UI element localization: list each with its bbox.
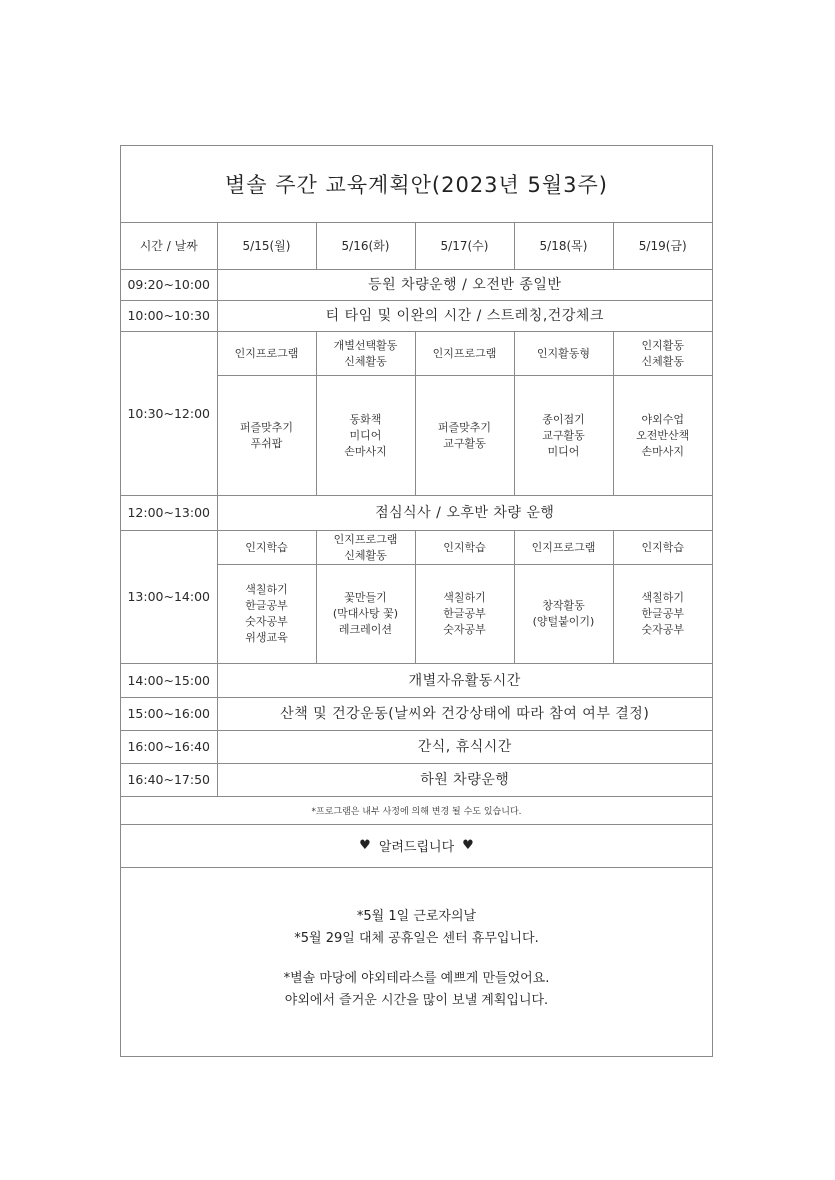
page-title: 별솔 주간 교육계획안(2023년 5월3주) [224, 173, 608, 197]
activity-detail-cell: 색칠하기 한글공부 숫자공부 [415, 565, 514, 664]
notice-body [121, 906, 712, 1012]
activity-detail-cell: 동화책 미디어 손마사지 [316, 376, 415, 496]
table-row [121, 698, 712, 731]
notice-line: *별솔 마당에 야외테라스를 예쁘게 만들었어요. [283, 971, 550, 986]
notice-heading [121, 824, 712, 868]
time-cell: 14:00~15:00 [121, 664, 217, 698]
program-type-cell: 개별선택활동 신체활동 [316, 332, 415, 376]
activity-detail-cell: 퍼즐맞추기 푸쉬팝 [217, 376, 316, 496]
table-row [121, 764, 712, 797]
program-type-cell: 인지프로그램 [415, 332, 514, 376]
time-cell: 09:20~10:00 [121, 270, 217, 301]
time-date-header: 시간 / 날짜 [121, 223, 217, 270]
notice-heading-text: 알려드립니다 [378, 840, 455, 855]
activity-cell: 간식, 휴식시간 [217, 731, 712, 764]
program-type-cell: 인지프로그램 [514, 531, 613, 565]
activity-detail-cell: 야외수업 오전반산책 손마사지 [613, 376, 712, 496]
table-row [121, 301, 712, 332]
table-row [121, 731, 712, 764]
table-row [121, 531, 712, 565]
time-cell: 12:00~13:00 [121, 496, 217, 531]
heart-icon: ♥ [462, 838, 474, 853]
table-row [121, 664, 712, 698]
day-header-tue: 5/16(화) [316, 223, 415, 270]
activity-cell: 개별자유활동시간 [217, 664, 712, 698]
program-type-cell: 인지프로그램 신체활동 [316, 531, 415, 565]
activity-cell: 등원 차량운행 / 오전반 종일반 [217, 270, 712, 301]
weekly-plan-sheet [120, 145, 713, 1057]
notice-line: *5월 29일 대체 공휴일은 센터 휴무입니다. [294, 931, 539, 946]
time-cell: 16:00~16:40 [121, 731, 217, 764]
time-cell: 10:00~10:30 [121, 301, 217, 332]
activity-detail-cell: 색칠하기 한글공부 숫자공부 [613, 565, 712, 664]
time-cell: 15:00~16:00 [121, 698, 217, 731]
table-row [121, 332, 712, 376]
time-cell: 16:40~17:50 [121, 764, 217, 797]
day-header-mon: 5/15(월) [217, 223, 316, 270]
program-type-cell: 인지학습 [613, 531, 712, 565]
table-row [121, 270, 712, 301]
program-type-cell: 인지학습 [217, 531, 316, 565]
time-cell: 13:00~14:00 [121, 531, 217, 664]
day-header-wed: 5/17(수) [415, 223, 514, 270]
program-type-cell: 인지프로그램 [217, 332, 316, 376]
activity-cell: 산책 및 건강운동(날씨와 건강상태에 따라 참여 여부 결정) [217, 698, 712, 731]
activity-cell: 티 타임 및 이완의 시간 / 스트레칭,건강체크 [217, 301, 712, 332]
change-note: *프로그램은 내부 사정에 의해 변경 될 수도 있습니다. [121, 797, 712, 825]
table-row [121, 496, 712, 531]
program-type-cell: 인지활동 신체활동 [613, 332, 712, 376]
activity-cell: 점심식사 / 오후반 차량 운행 [217, 496, 712, 531]
notice-line: *5월 1일 근로자의날 [356, 909, 477, 924]
heart-icon: ♥ [359, 838, 371, 853]
day-header-fri: 5/19(금) [613, 223, 712, 270]
activity-detail-cell: 퍼즐맞추기 교구활동 [415, 376, 514, 496]
activity-cell: 하원 차량운행 [217, 764, 712, 797]
activity-detail-cell: 종이접기 교구활동 미디어 [514, 376, 613, 496]
day-header-thu: 5/18(목) [514, 223, 613, 270]
activity-detail-cell: 창작활동 (양털붙이기) [514, 565, 613, 664]
program-type-cell: 인지활동형 [514, 332, 613, 376]
schedule-table [121, 222, 712, 797]
activity-detail-cell: 꽃만들기 (막대사탕 꽃) 레크레이션 [316, 565, 415, 664]
activity-detail-cell: 색칠하기 한글공부 숫자공부 위생교육 [217, 565, 316, 664]
program-type-cell: 인지학습 [415, 531, 514, 565]
header-row [121, 223, 712, 270]
time-cell: 10:30~12:00 [121, 332, 217, 496]
notice-line: 야외에서 즐거운 시간을 많이 보낼 계획입니다. [284, 993, 549, 1008]
